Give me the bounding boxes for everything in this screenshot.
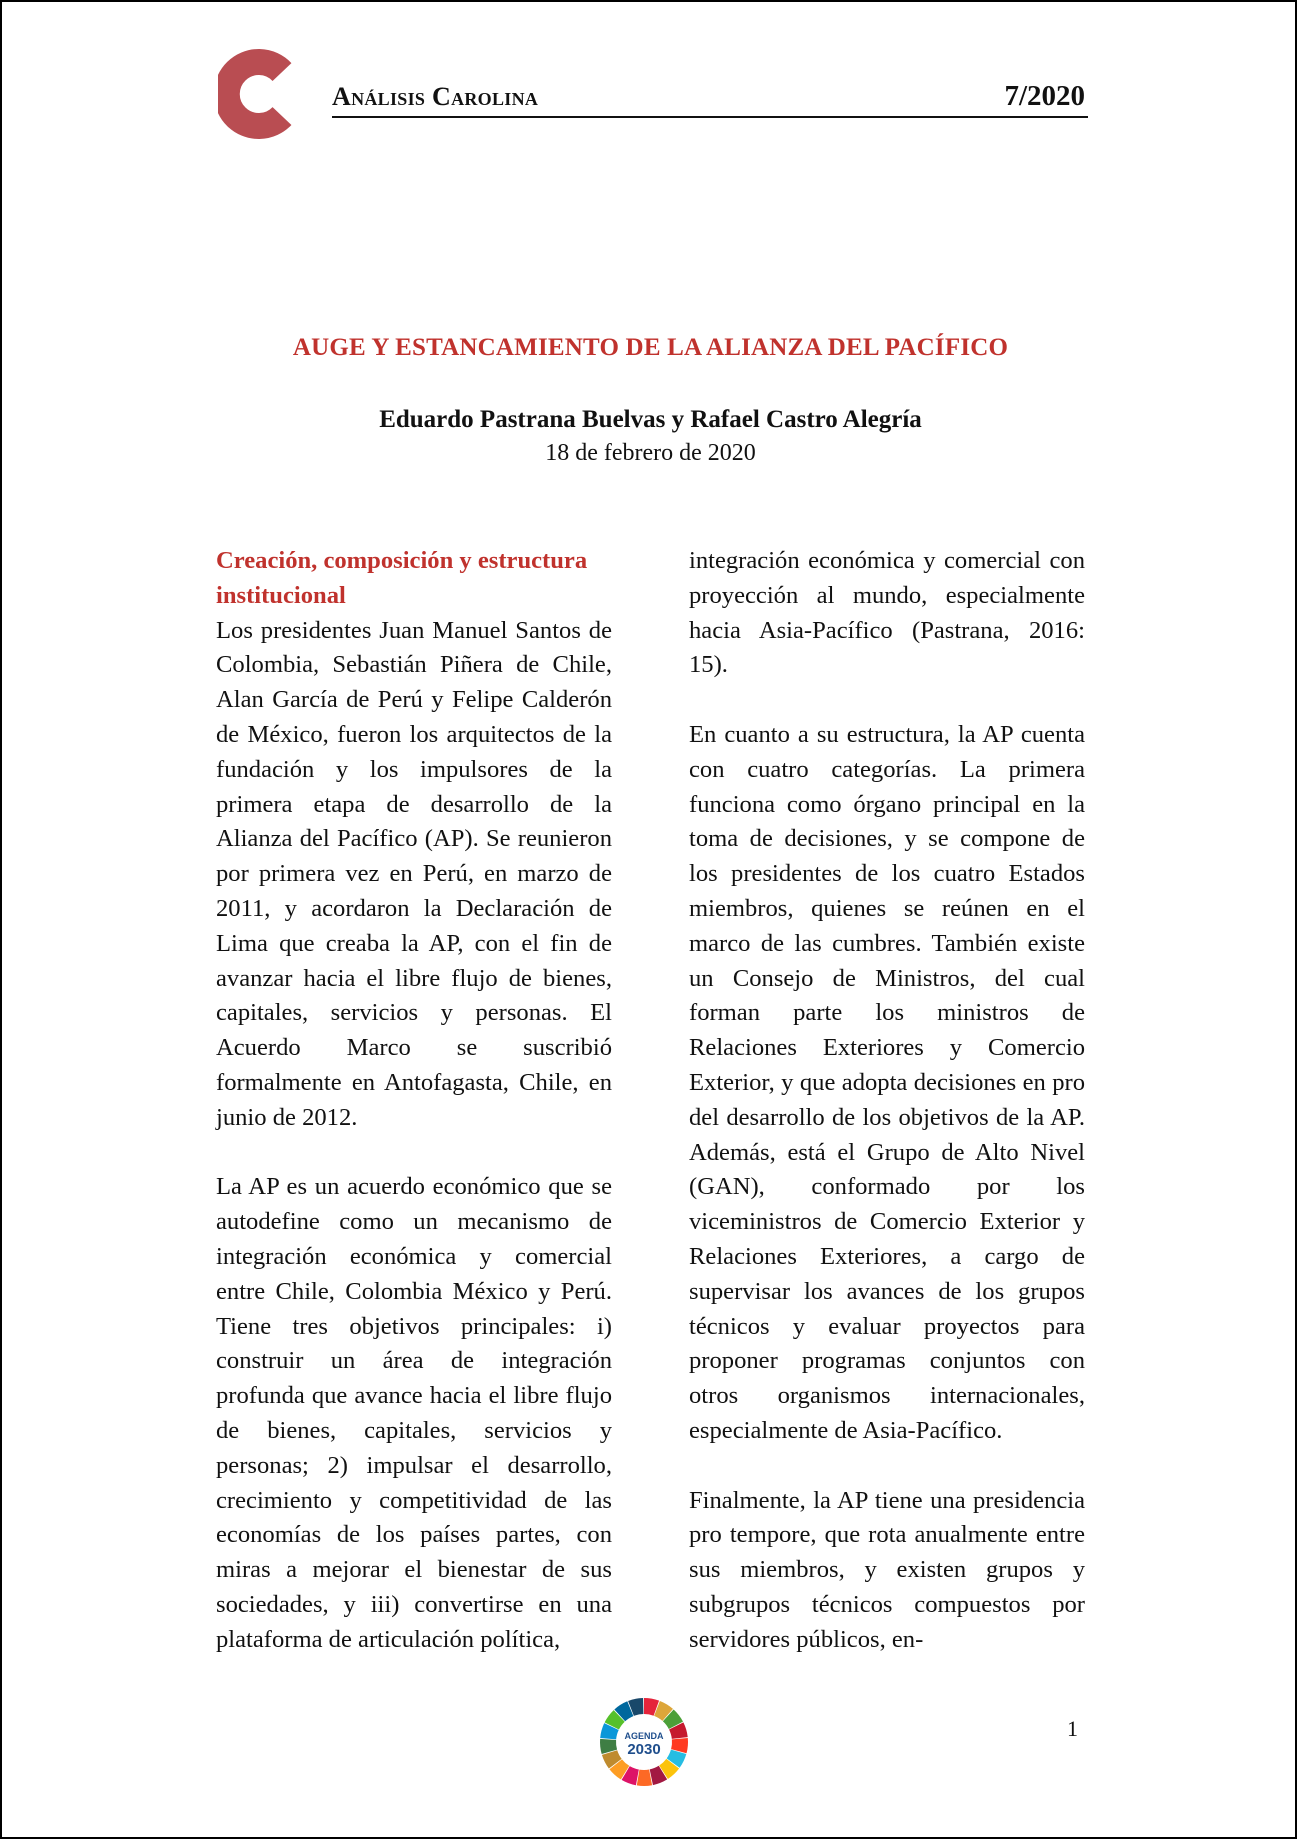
paragraph: En cuanto a su estructura, la AP cuenta con cuatro categorías. La primera funciona como órgano principal en la toma de decisiones, y se compone de los presidentes de los cuatro Estados miembros, quienes se reúnen en el marco de las cumbres. También existe un Consejo de Ministros, del cual forman parte los ministros de Relaciones Exteriores y Comercio Exterior, y que adopta decisiones en pro del desarrollo de los objetivos de la AP. Además, está el Grupo de Alto Nivel (GAN), conformado por los viceministros de Comercio Exterior y Relaciones Exteriores, a cargo de supervisar los avances de los grupos técnicos y evaluar proyectos para proponer programas conjuntos con otros organismos internacionales, especialmente de Asia-Pacífico.: [689, 720, 1085, 1444]
paragraph: Los presidentes Juan Manuel Santos de Colombia, Sebastián Piñera de Chile, Alan García de Perú y Felipe Calderón de México, fueron los arquitectos de la fundación y los impulsores de la primera etapa de desarrollo de la Alianza del Pacífico (AP). Se reunieron por primera vez en Perú, en marzo de 2011, y acordaron la Declaración de Lima que creaba la AP, con el fin de avanzar hacia el libre flujo de bienes, capitales, servicios y personas. El Acuerdo Marco se suscribió formalmente en Antofagasta, Chile, en junio de 2012.: [216, 616, 612, 1131]
paragraph: Finalmente, la AP tiene una presidencia pro tempore, que rota anualmente entre sus miembros, y existen grupos y subgrupos técnicos compuestos por servidores públicos, en-: [689, 1486, 1085, 1653]
agenda-year: 2030: [627, 1741, 661, 1758]
section-heading: Creación, composición y estructura institucional: [216, 547, 588, 609]
article-date: 18 de febrero de 2020: [545, 440, 756, 466]
agenda-label: AGENDA: [624, 1731, 664, 1741]
text-column-right: [689, 544, 1085, 1692]
text-column-left: [216, 544, 612, 1692]
issue-number: 7/2020: [1004, 80, 1085, 112]
agenda-2030-wheel-icon: [598, 1696, 690, 1788]
header-rule: [332, 116, 1088, 118]
paragraph: La AP es un acuerdo económico que se autodefine como un mecanismo de integración económica y comercial entre Chile, Colombia México y Perú. Tiene tres objetivos principales: i) construir un área de integración profunda que avance hacia el libre flujo de bienes, capitales, servicios y personas; 2) impulsar el desarrollo, crecimiento y competitividad de las economías de los países partes, con miras a mejorar el bienestar de sus sociedades, y iii) convertirse en una plataforma de articulación política,: [216, 1173, 612, 1653]
paragraph: integración económica y comercial con proyección al mundo, especialmente hacia Asia-Pacífico (Pastrana, 2016: 15).: [689, 547, 1085, 679]
publication-brand: Análisis Carolina: [332, 82, 539, 111]
agenda-wheel-segment: [637, 1770, 652, 1786]
article-title: AUGE Y ESTANCAMIENTO DE LA ALIANZA DEL PACÍFICO: [292, 334, 1009, 361]
page-number: 1: [1067, 1716, 1078, 1741]
letter-c-logo-icon: [218, 46, 308, 142]
article-authors: Eduardo Pastrana Buelvas y Rafael Castro Alegría: [379, 406, 922, 433]
